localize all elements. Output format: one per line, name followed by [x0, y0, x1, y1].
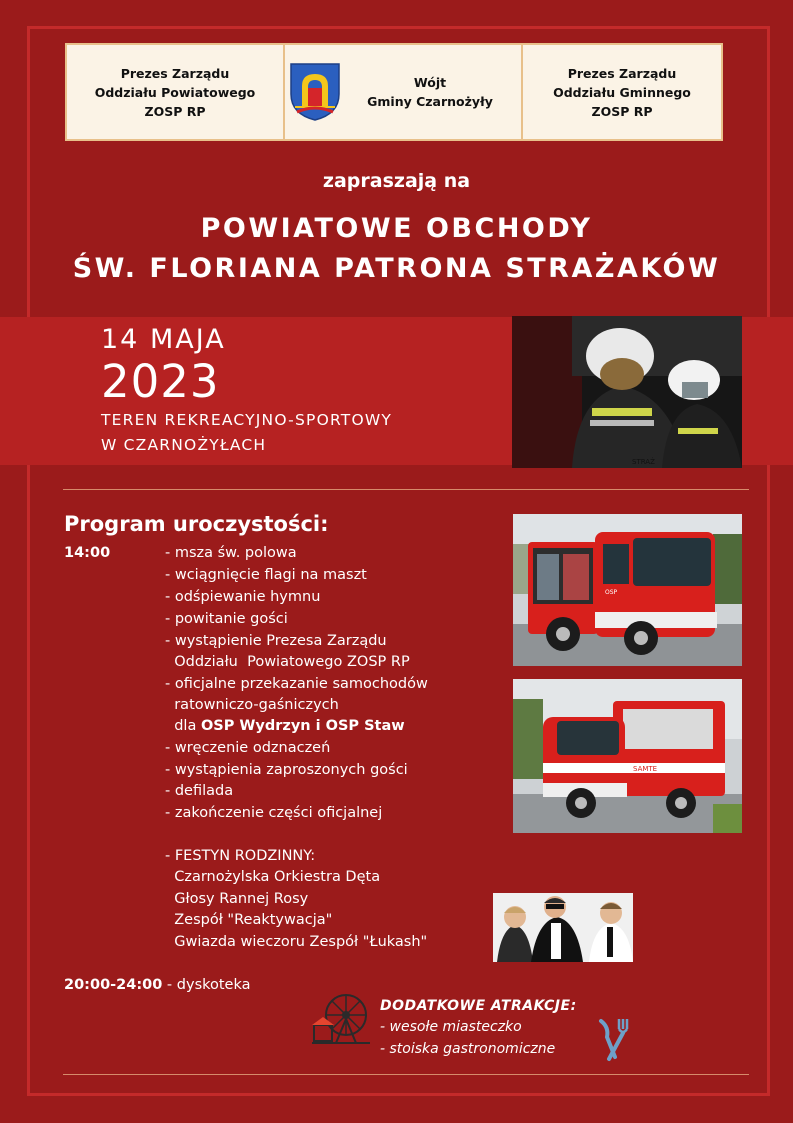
program-title: Program uroczystości: — [64, 512, 329, 536]
organizer-line: Gminy Czarnożyły — [367, 94, 493, 109]
cutlery-icon — [595, 1017, 631, 1063]
program-item: - wręczenie odznaczeń — [165, 740, 331, 756]
program-time-main: 14:00 — [64, 545, 111, 561]
festyn-item: Gwiazda wieczoru Zespół "Łukash" — [165, 934, 428, 950]
evening-item: - dyskoteka — [162, 977, 251, 993]
program-item: - odśpiewanie hymnu — [165, 589, 321, 605]
event-title-line-2: ŚW. FLORIANA PATRONA STRAŻAKÓW — [72, 253, 721, 284]
venue-line-2: W CZARNOŻYŁACH — [101, 436, 267, 454]
ferris-wheel-icon — [312, 991, 372, 1047]
organizer-box-gmina — [521, 43, 723, 141]
venue-line-1: TEREN REKREACYJNO-SPORTOWY — [101, 411, 393, 429]
program-item: - powitanie gości — [165, 611, 288, 627]
event-year: 2023 — [101, 355, 220, 408]
vest-label: STRAŻ — [632, 458, 655, 466]
program-time-evening: 20:00-24:00 — [64, 977, 163, 993]
program-item: - wystąpienie Prezesa Zarządu — [165, 633, 387, 649]
evening-program — [64, 977, 251, 993]
program-item-prefix: dla — [165, 718, 201, 734]
divider-top — [63, 489, 749, 490]
invite-text: zapraszają na — [322, 170, 471, 192]
program-item: Oddziału Powiatowego ZOSP RP — [165, 654, 410, 670]
event-date: 14 MAJA — [101, 324, 226, 355]
program-item: - zakończenie części oficjalnej — [165, 805, 383, 821]
festyn-item: Zespół "Reaktywacja" — [165, 912, 333, 928]
divider-bottom — [63, 1074, 749, 1075]
band-lukash-photo — [493, 893, 633, 962]
festyn-item: Głosy Rannej Rosy — [165, 891, 309, 907]
extras-heading: DODATKOWE ATRAKCJE: — [380, 998, 577, 1014]
program-item: - msza św. polowa — [165, 545, 297, 561]
program-item: ratowniczo-gaśniczych — [165, 697, 339, 713]
program-item-osp — [165, 718, 405, 734]
gmina-crest-icon — [289, 62, 341, 122]
festyn-item: Czarnożylska Orkiestra Dęta — [165, 869, 381, 885]
osp-names: OSP Wydrzyn i OSP Staw — [200, 718, 405, 734]
extras-item: - wesołe miasteczko — [380, 1019, 522, 1035]
festyn-heading: - FESTYN RODZINNY: — [165, 848, 316, 864]
truck-door-label: OSP — [605, 589, 618, 596]
truck-cab-label: SAMTE — [633, 765, 658, 773]
fire-truck-photo-1 — [513, 514, 742, 666]
organizer-line: ZOSP RP — [144, 103, 206, 119]
organizer-box-powiat — [65, 43, 285, 141]
fire-truck-photo-2 — [513, 679, 742, 833]
program-item: - oficjalne przekazanie samochodów — [165, 676, 428, 692]
program-item: - wystąpienia zaproszonych gości — [165, 762, 408, 778]
organizer-line: Wójt — [413, 75, 447, 90]
organizer-line: Oddziału Gminnego — [553, 84, 691, 100]
extras-item: - stoiska gastronomiczne — [380, 1041, 556, 1057]
organizer-line: Oddziału Powiatowego — [94, 84, 256, 100]
organizer-line: ZOSP RP — [591, 103, 653, 119]
organizer-line: Prezes Zarządu — [567, 65, 677, 81]
event-title-line-1: POWIATOWE OBCHODY — [200, 213, 593, 244]
firefighters-photo — [512, 316, 742, 468]
organizer-line: Prezes Zarządu — [120, 65, 230, 81]
program-item: - defilada — [165, 783, 234, 799]
program-item: - wciągnięcie flagi na maszt — [165, 567, 367, 583]
